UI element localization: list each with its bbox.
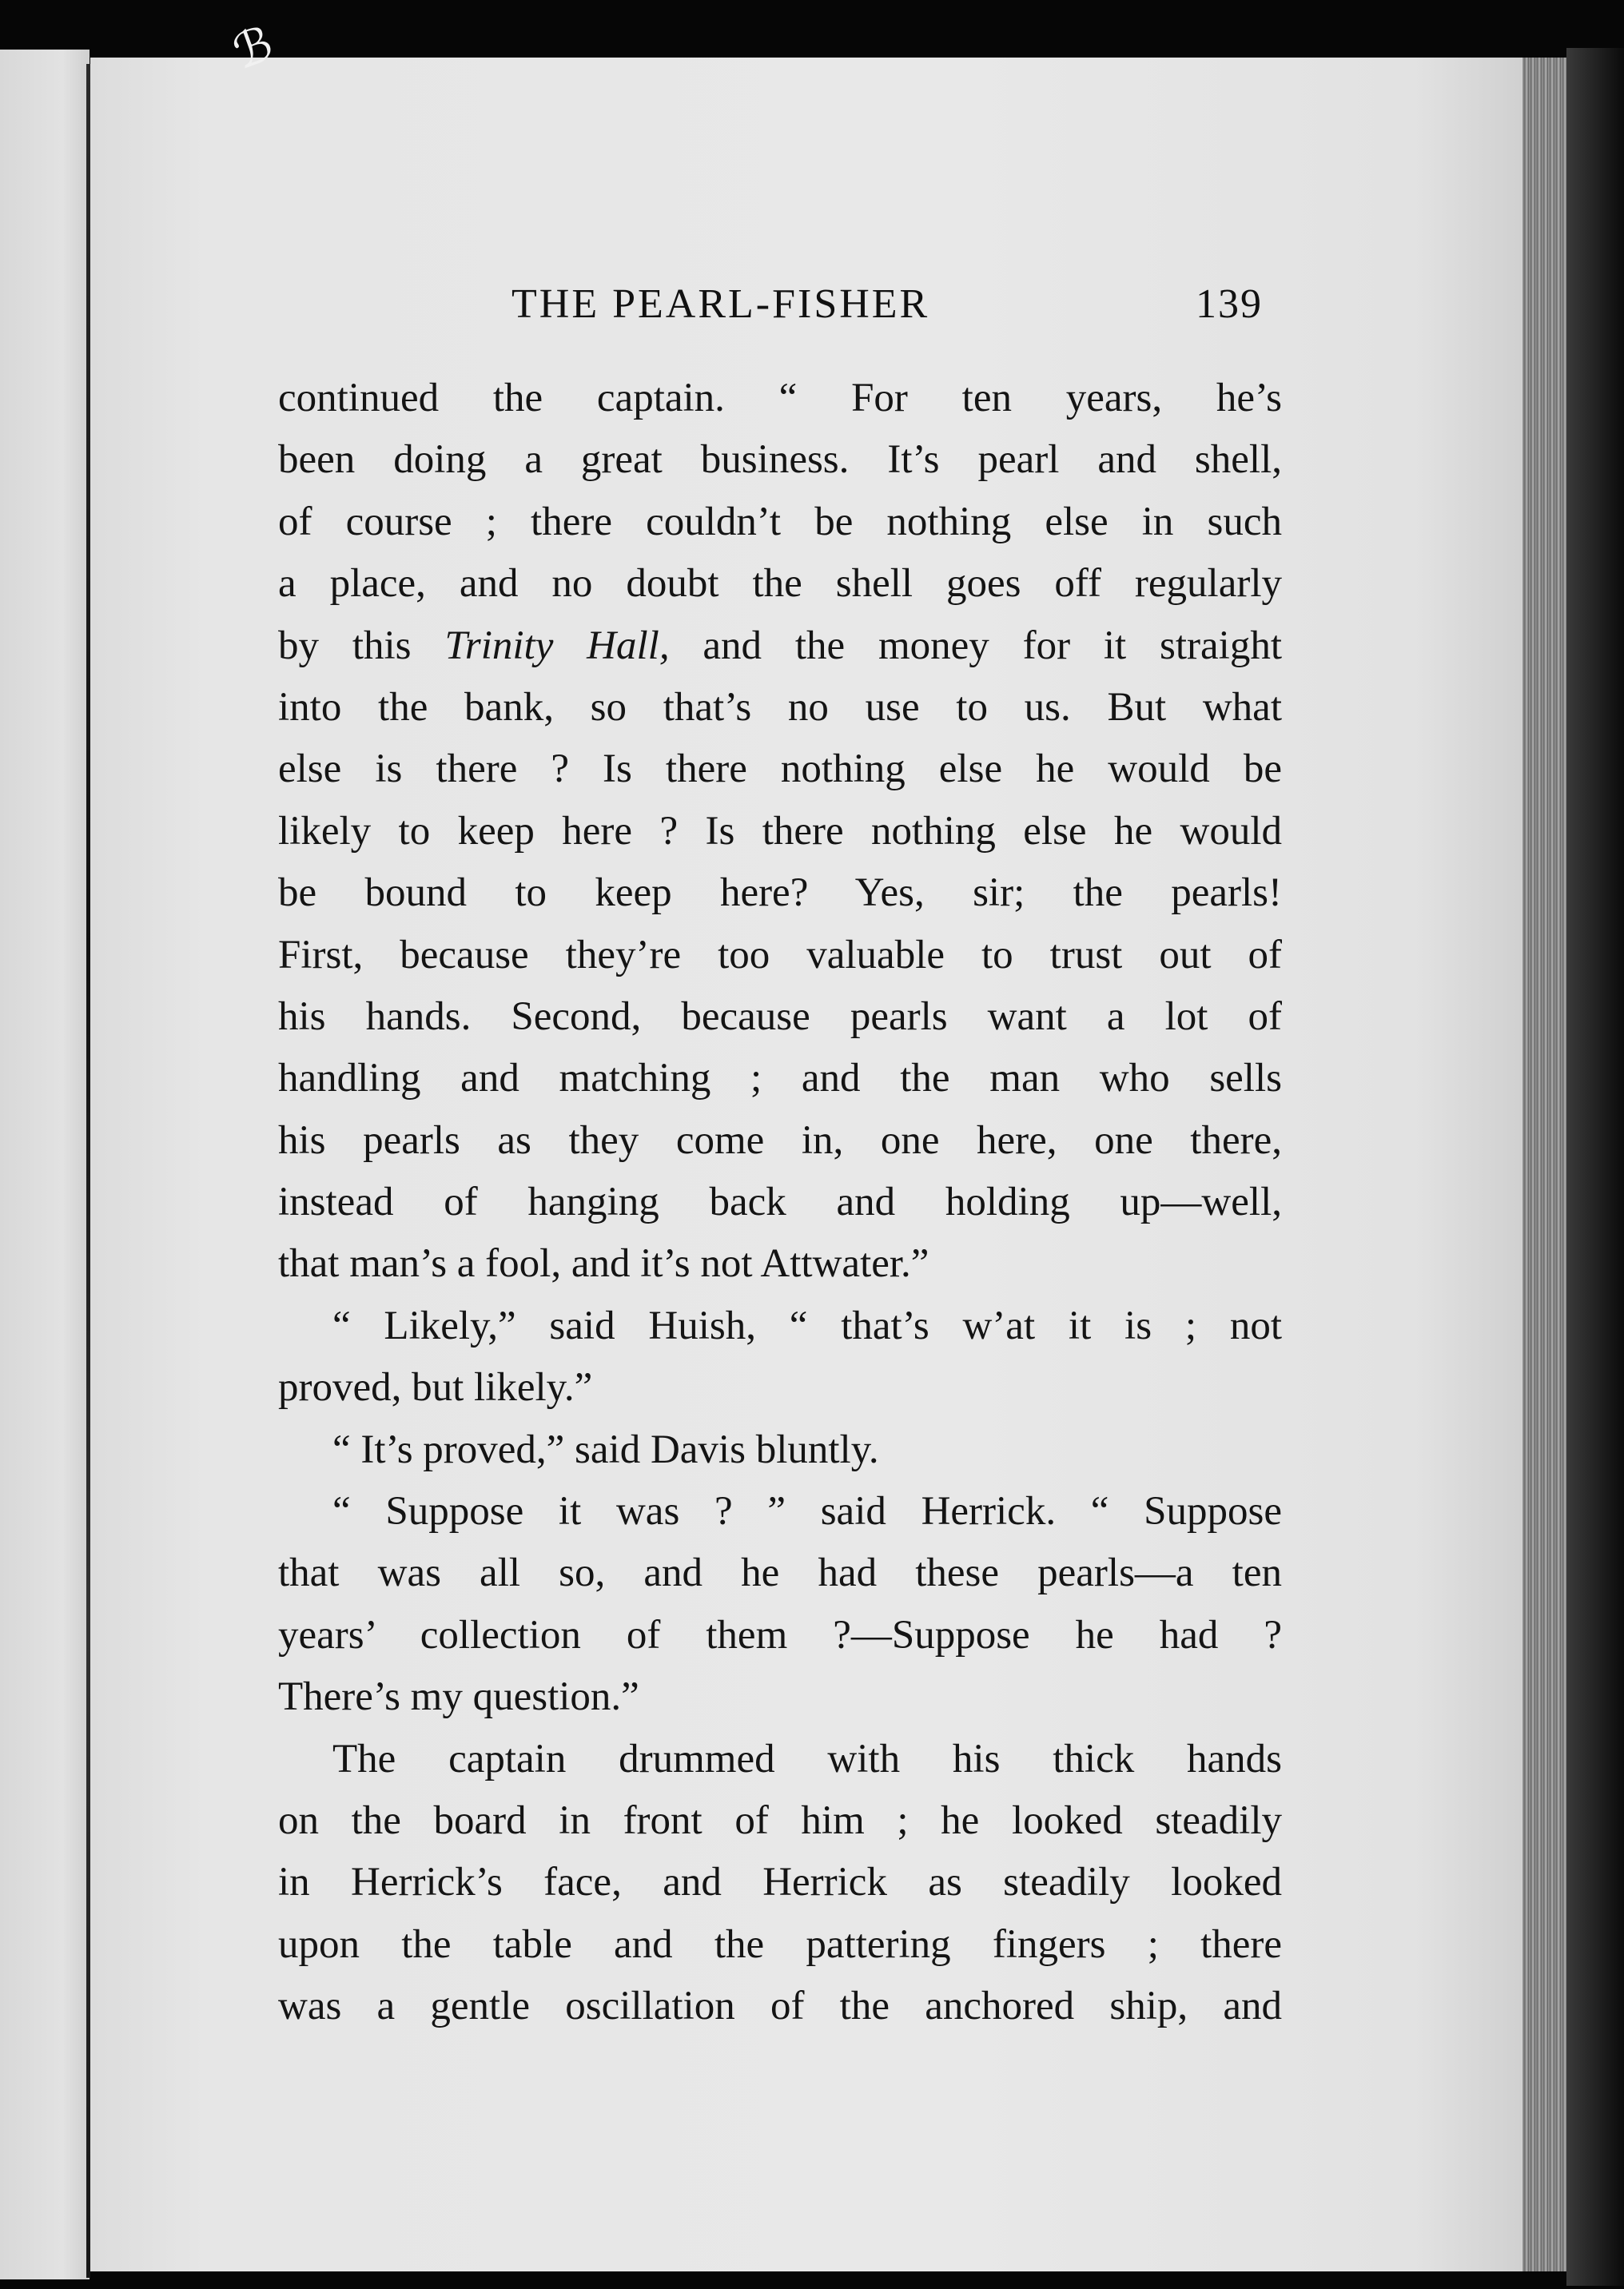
text-line: in Herrick’s face, and Herrick as steadily looked bbox=[278, 1860, 1282, 1905]
ship-name: Trinity Hall, bbox=[444, 623, 670, 668]
text-line: First, because they’re too valuable to trust out of bbox=[278, 932, 1282, 977]
text-line: that man’s a fool, and it’s not Attwater.” bbox=[278, 1241, 929, 1287]
facing-page-edge bbox=[0, 50, 90, 2279]
text-line: was a gentle oscillation of the anchored ship, and bbox=[278, 1984, 1282, 2029]
text-line: upon the table and the pattering fingers ; there bbox=[278, 1921, 1282, 1967]
text-line: a place, and no doubt the shell goes off regularly bbox=[278, 561, 1282, 607]
text-line: continued the captain. “ For ten years, he’s bbox=[278, 376, 1282, 420]
text-line bbox=[278, 615, 1282, 677]
text-line: There’s my question.” bbox=[278, 1674, 639, 1720]
running-head bbox=[511, 278, 1263, 334]
text-line: be bound to keep here? Yes, sir; the pearls! bbox=[278, 870, 1282, 916]
text-line: been doing a great business. It’s pearl and shell, bbox=[278, 437, 1282, 483]
text-segment: by this bbox=[278, 623, 445, 668]
text-line: on the board in front of him ; he looked steadily bbox=[278, 1797, 1282, 1843]
text-line: “ It’s proved,” said Davis bluntly. bbox=[332, 1427, 879, 1472]
body-text bbox=[278, 368, 1282, 2038]
text-line: handling and matching ; and the man who sells bbox=[278, 1056, 1282, 1101]
page-number: 139 bbox=[1196, 281, 1263, 327]
text-line: his pearls as they come in, one here, one there, bbox=[278, 1117, 1282, 1163]
text-line: proved, but likely.” bbox=[278, 1365, 593, 1411]
text-line: of course ; there couldn’t be nothing else in such bbox=[278, 499, 1282, 544]
page-edge-shadow bbox=[1566, 48, 1624, 2286]
text-segment: and the money for it straight bbox=[669, 623, 1282, 668]
text-line: into the bank, so that’s no use to us. But what bbox=[278, 684, 1282, 730]
running-head-title: THE PEARL-FISHER bbox=[511, 281, 930, 327]
text-line: that was all so, and he had these pearls—a ten bbox=[278, 1551, 1282, 1596]
text-line: “ Likely,” said Huish, “ that’s w’at it is ; not bbox=[332, 1303, 1282, 1348]
text-line: years’ collection of them ?—Suppose he had ? bbox=[278, 1612, 1282, 1658]
text-line: his hands. Second, because pearls want a lot of bbox=[278, 993, 1282, 1039]
text-line: else is there ? Is there nothing else he would be bbox=[278, 746, 1282, 792]
text-line: instead of hanging back and holding up—well, bbox=[278, 1180, 1282, 1225]
text-line: likely to keep here ? Is there nothing else he would bbox=[278, 808, 1282, 854]
text-line: “ Suppose it was ? ” said Herrick. “ Suppose bbox=[332, 1489, 1282, 1535]
text-line: The captain drummed with his thick hands bbox=[332, 1736, 1282, 1781]
corner-mark: ℬ bbox=[225, 15, 281, 82]
